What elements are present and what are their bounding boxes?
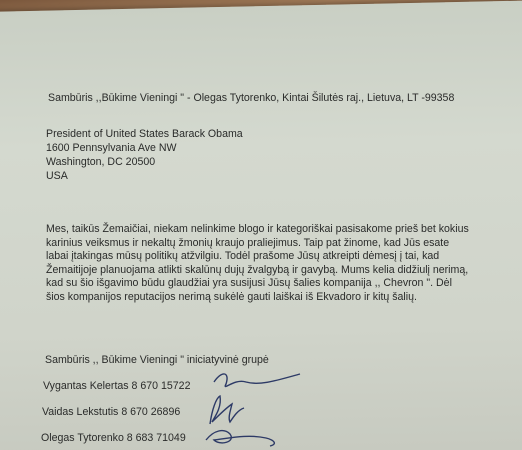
body-line: Mes, taikūs Žemaičiai, niekam nelinkime blogo ir kategoriškai pasisakome prieš bet kokius [46, 223, 469, 235]
recipient-line-3: Washington, DC 20500 [46, 156, 156, 168]
group-line: Sambūris ,, Būkime Vieningi " iniciatyvinė grupė [45, 354, 269, 366]
body-line: Žemaitijoje planuojama atlikti skalūnų dujų žvalgybą ir gavybą. Mums kelia didžiulį nerimą, [46, 263, 469, 276]
body-paragraph [46, 223, 486, 305]
signatory-phone: 8 683 71049 [126, 432, 186, 444]
body-line: karinius veiksmus ir nekaltų žmonių kraujo praliejimus. Taip pat žinome, kad Jūs esate [46, 236, 450, 249]
signatory-name: Vygantas Kelertas [43, 380, 129, 392]
signature-2 [210, 396, 244, 424]
signatory-row [43, 380, 190, 394]
signatory-row [42, 406, 180, 420]
letterhead: Sambūris ,,Būkime Vieningi " - Olegas Tytorenko, Kintai Šilutės raj., Lietuva, LT -99358 [48, 92, 455, 104]
recipient-line-2: 1600 Pennsylvania Ave NW [46, 142, 177, 154]
body-line: kad su šio išgavimo būdu glaudžiai yra susijusi Jūsų šalies kompanija ,, Chevron ". Dėl [46, 277, 452, 290]
signature-1 [214, 374, 300, 387]
handwritten-signatures [200, 360, 320, 450]
signatory-row [41, 432, 186, 446]
signature-3 [206, 431, 274, 446]
recipient-line-1: President of United States Barack Obama [46, 128, 243, 140]
signatory-name: Vaidas Lekstutis [42, 406, 119, 418]
recipient-line-4: USA [46, 170, 68, 182]
signatory-phone: 8 670 15722 [131, 380, 191, 392]
signatory-phone: 8 670 26896 [121, 406, 181, 418]
body-line: labai įtakingas mūsų politikų atžvilgiu. Todėl prašome Jūsų atkreipti dėmesį į tai, kad [46, 250, 440, 263]
body-line: šios kompanijos reputacijos nerimą sukėlė gauti laiškai iš Ekvadoro ir kitų šalių. [46, 290, 417, 303]
signatory-name: Olegas Tytorenko [41, 432, 124, 444]
